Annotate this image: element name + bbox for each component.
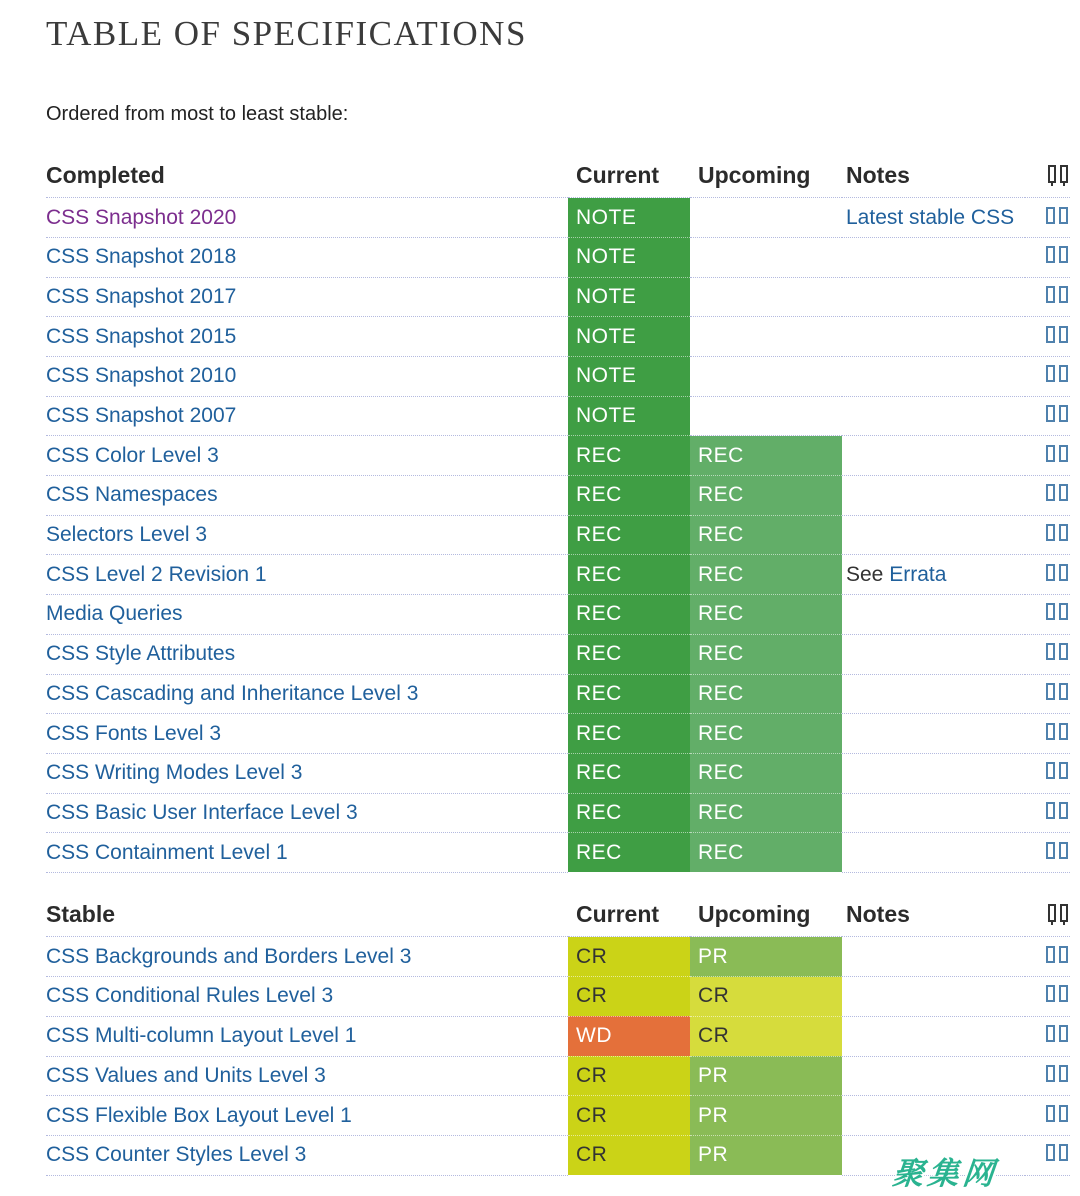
glyph-box-icon xyxy=(1060,165,1068,183)
glyph-cell xyxy=(1025,1056,1070,1096)
current-status-cell xyxy=(568,753,690,793)
current-status-cell xyxy=(568,237,690,277)
upcoming-status-cell xyxy=(690,436,842,476)
current-status-badge: WD xyxy=(576,1024,612,1048)
table-row xyxy=(46,753,1070,793)
table-header-row xyxy=(46,146,1070,198)
upcoming-status-cell xyxy=(690,198,842,238)
notes-cell xyxy=(842,674,1025,714)
notes-cell xyxy=(842,396,1025,436)
upcoming-status-badge: PR xyxy=(698,1143,729,1167)
missing-glyph-boxes-link-icon[interactable] xyxy=(1046,564,1068,581)
missing-glyph-boxes-link-icon[interactable] xyxy=(1046,1025,1068,1042)
glyph-cell xyxy=(1025,198,1070,238)
glyph-box-icon xyxy=(1059,246,1068,263)
upcoming-status-badge: CR xyxy=(698,1024,730,1048)
current-status-cell xyxy=(568,793,690,833)
upcoming-status-cell xyxy=(690,237,842,277)
spec-link[interactable]: CSS Cascading and Inheritance Level 3 xyxy=(46,681,419,705)
column-header-current: Current xyxy=(568,885,690,937)
missing-glyph-boxes-link-icon[interactable] xyxy=(1046,445,1068,462)
missing-glyph-boxes-icon xyxy=(1048,904,1068,922)
glyph-box-icon xyxy=(1059,484,1068,501)
spec-link[interactable]: CSS Basic User Interface Level 3 xyxy=(46,800,358,824)
notes-cell xyxy=(842,1016,1025,1056)
glyph-box-icon xyxy=(1059,365,1068,382)
current-status-badge: NOTE xyxy=(576,324,637,348)
table-row xyxy=(46,674,1070,714)
section-header-completed: Completed xyxy=(46,146,568,198)
spec-link[interactable]: CSS Counter Styles Level 3 xyxy=(46,1143,307,1167)
current-status-cell xyxy=(568,714,690,754)
glyph-box-icon xyxy=(1046,603,1055,620)
notes-cell xyxy=(842,1096,1025,1136)
glyph-cell xyxy=(1025,515,1070,555)
spec-name-cell xyxy=(46,357,568,397)
glyph-cell xyxy=(1025,476,1070,516)
table-row xyxy=(46,237,1070,277)
glyph-box-icon xyxy=(1046,1065,1055,1082)
spec-name-cell xyxy=(46,753,568,793)
upcoming-status-cell xyxy=(690,396,842,436)
glyph-cell xyxy=(1025,436,1070,476)
missing-glyph-boxes-link-icon[interactable] xyxy=(1046,365,1068,382)
current-status-badge: REC xyxy=(576,562,622,586)
glyph-box-icon xyxy=(1059,326,1068,343)
missing-glyph-boxes-link-icon[interactable] xyxy=(1046,405,1068,422)
spec-name-cell xyxy=(46,1096,568,1136)
notes-cell xyxy=(842,555,1025,595)
current-status-badge: CR xyxy=(576,1103,608,1127)
spec-name-cell xyxy=(46,476,568,516)
glyph-box-icon xyxy=(1046,1144,1055,1161)
table-row xyxy=(46,977,1070,1017)
missing-glyph-boxes-link-icon[interactable] xyxy=(1046,946,1068,963)
notes-cell xyxy=(842,634,1025,674)
current-status-badge: CR xyxy=(576,984,608,1008)
missing-glyph-boxes-link-icon[interactable] xyxy=(1046,683,1068,700)
table-row xyxy=(46,1096,1070,1136)
spec-name-cell xyxy=(46,977,568,1017)
upcoming-status-cell xyxy=(690,1096,842,1136)
current-status-badge: NOTE xyxy=(576,404,637,428)
table-row xyxy=(46,1016,1070,1056)
missing-glyph-boxes-link-icon[interactable] xyxy=(1046,207,1068,224)
table-row xyxy=(46,937,1070,977)
notes-cell xyxy=(842,317,1025,357)
glyph-cell xyxy=(1025,977,1070,1017)
upcoming-status-badge: REC xyxy=(698,721,744,745)
current-status-cell xyxy=(568,1056,690,1096)
spec-link[interactable]: CSS Snapshot 2015 xyxy=(46,324,237,348)
notes-cell xyxy=(842,714,1025,754)
current-status-badge: CR xyxy=(576,1143,608,1167)
notes-cell xyxy=(842,277,1025,317)
current-status-cell xyxy=(568,515,690,555)
spec-link[interactable]: CSS Backgrounds and Borders Level 3 xyxy=(46,944,412,968)
upcoming-status-badge: REC xyxy=(698,523,744,547)
spec-link[interactable]: CSS Flexible Box Layout Level 1 xyxy=(46,1103,352,1127)
spec-link[interactable]: CSS Level 2 Revision 1 xyxy=(46,562,267,586)
current-status-badge: CR xyxy=(576,1063,608,1087)
upcoming-status-cell xyxy=(690,674,842,714)
spec-name-cell xyxy=(46,198,568,238)
upcoming-status-badge: PR xyxy=(698,944,729,968)
glyph-cell xyxy=(1025,1135,1070,1175)
spec-link[interactable]: CSS Snapshot 2010 xyxy=(46,364,237,388)
table-row xyxy=(46,595,1070,635)
missing-glyph-boxes-link-icon[interactable] xyxy=(1046,246,1068,263)
current-status-cell xyxy=(568,555,690,595)
current-status-cell xyxy=(568,1135,690,1175)
table-row xyxy=(46,476,1070,516)
spec-name-cell xyxy=(46,793,568,833)
glyph-box-icon xyxy=(1059,207,1068,224)
notes-cell xyxy=(842,436,1025,476)
glyph-box-icon xyxy=(1046,564,1055,581)
current-status-cell xyxy=(568,634,690,674)
missing-glyph-boxes-link-icon[interactable] xyxy=(1046,1065,1068,1082)
glyph-cell xyxy=(1025,396,1070,436)
column-header-glyph xyxy=(1025,885,1070,937)
glyph-cell xyxy=(1025,555,1070,595)
glyph-box-icon xyxy=(1059,1065,1068,1082)
glyph-box-icon xyxy=(1046,286,1055,303)
missing-glyph-boxes-link-icon[interactable] xyxy=(1046,802,1068,819)
table-row xyxy=(46,833,1070,873)
glyph-box-icon xyxy=(1046,1105,1055,1122)
current-status-badge: REC xyxy=(576,642,622,666)
table-row xyxy=(46,357,1070,397)
upcoming-status-badge: REC xyxy=(698,642,744,666)
current-status-badge: REC xyxy=(576,800,622,824)
upcoming-status-badge: REC xyxy=(698,443,744,467)
glyph-box-icon xyxy=(1059,985,1068,1002)
spec-name-cell xyxy=(46,1135,568,1175)
glyph-box-icon xyxy=(1046,524,1055,541)
table-row xyxy=(46,634,1070,674)
current-status-cell xyxy=(568,277,690,317)
glyph-box-icon xyxy=(1046,946,1055,963)
current-status-cell xyxy=(568,198,690,238)
current-status-cell xyxy=(568,977,690,1017)
missing-glyph-boxes-link-icon[interactable] xyxy=(1046,286,1068,303)
table-row xyxy=(46,396,1070,436)
notes-cell xyxy=(842,515,1025,555)
current-status-cell xyxy=(568,674,690,714)
glyph-box-icon xyxy=(1059,1144,1068,1161)
column-header-upcoming: Upcoming xyxy=(690,146,842,198)
glyph-cell xyxy=(1025,357,1070,397)
glyph-box-icon xyxy=(1059,445,1068,462)
table-row xyxy=(46,793,1070,833)
missing-glyph-boxes-link-icon[interactable] xyxy=(1046,723,1068,740)
spec-link[interactable]: CSS Writing Modes Level 3 xyxy=(46,761,303,785)
glyph-box-icon xyxy=(1059,524,1068,541)
spec-name-cell xyxy=(46,1056,568,1096)
spec-name-cell xyxy=(46,595,568,635)
current-status-badge: REC xyxy=(576,523,622,547)
current-status-badge: REC xyxy=(576,602,622,626)
spec-link[interactable]: CSS Namespaces xyxy=(46,483,218,507)
current-status-cell xyxy=(568,357,690,397)
glyph-cell xyxy=(1025,317,1070,357)
glyph-box-icon xyxy=(1046,842,1055,859)
upcoming-status-cell xyxy=(690,793,842,833)
current-status-cell xyxy=(568,1096,690,1136)
glyph-box-icon xyxy=(1059,643,1068,660)
glyph-box-icon xyxy=(1046,643,1055,660)
missing-glyph-boxes-icon xyxy=(1048,165,1068,183)
spec-link[interactable]: CSS Style Attributes xyxy=(46,642,236,666)
glyph-box-icon xyxy=(1059,842,1068,859)
glyph-box-icon xyxy=(1059,683,1068,700)
missing-glyph-boxes-link-icon[interactable] xyxy=(1046,842,1068,859)
glyph-cell xyxy=(1025,833,1070,873)
glyph-cell xyxy=(1025,1096,1070,1136)
upcoming-status-cell xyxy=(690,1016,842,1056)
current-status-badge: CR xyxy=(576,944,608,968)
spec-link[interactable]: Media Queries xyxy=(46,602,183,626)
upcoming-status-badge: CR xyxy=(698,984,730,1008)
table-row xyxy=(46,198,1070,238)
spec-name-cell xyxy=(46,714,568,754)
missing-glyph-boxes-link-icon[interactable] xyxy=(1046,985,1068,1002)
table-row xyxy=(46,555,1070,595)
upcoming-status-cell xyxy=(690,1056,842,1096)
table-row xyxy=(46,277,1070,317)
upcoming-status-cell xyxy=(690,476,842,516)
glyph-cell xyxy=(1025,714,1070,754)
glyph-box-icon xyxy=(1059,946,1068,963)
column-header-glyph xyxy=(1025,146,1070,198)
table-row xyxy=(46,317,1070,357)
table-row xyxy=(46,515,1070,555)
upcoming-status-badge: PR xyxy=(698,1103,729,1127)
upcoming-status-cell xyxy=(690,634,842,674)
notes-text: See xyxy=(846,562,890,586)
notes-cell xyxy=(842,833,1025,873)
upcoming-status-cell xyxy=(690,277,842,317)
glyph-box-icon xyxy=(1059,286,1068,303)
notes-cell xyxy=(842,357,1025,397)
glyph-cell xyxy=(1025,753,1070,793)
spec-name-cell xyxy=(46,396,568,436)
upcoming-status-cell xyxy=(690,1135,842,1175)
current-status-badge: REC xyxy=(576,443,622,467)
spec-name-cell xyxy=(46,237,568,277)
current-status-cell xyxy=(568,476,690,516)
spec-link[interactable]: CSS Color Level 3 xyxy=(46,443,219,467)
glyph-box-icon xyxy=(1046,365,1055,382)
glyph-box-icon xyxy=(1046,405,1055,422)
upcoming-status-cell xyxy=(690,357,842,397)
table-row xyxy=(46,714,1070,754)
notes-cell xyxy=(842,595,1025,635)
upcoming-status-cell xyxy=(690,515,842,555)
notes-cell xyxy=(842,1056,1025,1096)
notes-cell xyxy=(842,937,1025,977)
spec-name-cell xyxy=(46,436,568,476)
spec-link[interactable]: CSS Conditional Rules Level 3 xyxy=(46,984,334,1008)
upcoming-status-badge: REC xyxy=(698,840,744,864)
spec-table-stable xyxy=(46,885,1070,1176)
glyph-box-icon xyxy=(1059,802,1068,819)
glyph-box-icon xyxy=(1046,683,1055,700)
glyph-box-icon xyxy=(1046,445,1055,462)
column-header-current: Current xyxy=(568,146,690,198)
glyph-box-icon xyxy=(1059,1025,1068,1042)
upcoming-status-badge: REC xyxy=(698,562,744,586)
current-status-cell xyxy=(568,1016,690,1056)
current-status-cell xyxy=(568,937,690,977)
upcoming-status-badge: PR xyxy=(698,1063,729,1087)
spec-name-cell xyxy=(46,515,568,555)
glyph-box-icon xyxy=(1059,762,1068,779)
spec-name-cell xyxy=(46,555,568,595)
glyph-box-icon xyxy=(1046,762,1055,779)
glyph-box-icon xyxy=(1046,246,1055,263)
glyph-box-icon xyxy=(1048,904,1056,922)
glyph-box-icon xyxy=(1048,165,1056,183)
current-status-cell xyxy=(568,396,690,436)
notes-cell xyxy=(842,237,1025,277)
intro-text: Ordered from most to least stable: xyxy=(46,102,349,125)
upcoming-status-cell xyxy=(690,753,842,793)
spec-link[interactable]: CSS Snapshot 2017 xyxy=(46,284,237,308)
spec-name-cell xyxy=(46,833,568,873)
current-status-cell xyxy=(568,317,690,357)
glyph-cell xyxy=(1025,634,1070,674)
notes-link[interactable]: Latest stable CSS xyxy=(846,205,1015,229)
column-header-notes: Notes xyxy=(842,885,1025,937)
missing-glyph-boxes-link-icon[interactable] xyxy=(1046,1105,1068,1122)
missing-glyph-boxes-link-icon[interactable] xyxy=(1046,484,1068,501)
current-status-badge: REC xyxy=(576,840,622,864)
spec-link[interactable]: CSS Containment Level 1 xyxy=(46,840,288,864)
glyph-cell xyxy=(1025,1016,1070,1056)
upcoming-status-badge: REC xyxy=(698,602,744,626)
missing-glyph-boxes-link-icon[interactable] xyxy=(1046,524,1068,541)
missing-glyph-boxes-link-icon[interactable] xyxy=(1046,1144,1068,1161)
section-header-stable: Stable xyxy=(46,885,568,937)
glyph-box-icon xyxy=(1060,904,1068,922)
current-status-badge: REC xyxy=(576,681,622,705)
table-row xyxy=(46,1056,1070,1096)
upcoming-status-badge: REC xyxy=(698,800,744,824)
upcoming-status-cell xyxy=(690,714,842,754)
glyph-box-icon xyxy=(1059,405,1068,422)
table-body-stable xyxy=(46,937,1070,1175)
current-status-badge: NOTE xyxy=(576,245,637,269)
missing-glyph-boxes-link-icon[interactable] xyxy=(1046,643,1068,660)
table-header-row xyxy=(46,885,1070,937)
current-status-cell xyxy=(568,595,690,635)
spec-link[interactable]: Selectors Level 3 xyxy=(46,523,208,547)
upcoming-status-cell xyxy=(690,833,842,873)
glyph-box-icon xyxy=(1046,484,1055,501)
spec-table-completed xyxy=(46,146,1070,873)
spec-name-cell xyxy=(46,277,568,317)
current-status-badge: NOTE xyxy=(576,284,637,308)
upcoming-status-badge: REC xyxy=(698,483,744,507)
glyph-box-icon xyxy=(1046,207,1055,224)
current-status-cell xyxy=(568,436,690,476)
glyph-cell xyxy=(1025,237,1070,277)
spec-name-cell xyxy=(46,937,568,977)
spec-link[interactable]: CSS Values and Units Level 3 xyxy=(46,1063,326,1087)
upcoming-status-badge: REC xyxy=(698,761,744,785)
glyph-box-icon xyxy=(1046,326,1055,343)
current-status-badge: NOTE xyxy=(576,364,637,388)
upcoming-status-cell xyxy=(690,977,842,1017)
column-header-notes: Notes xyxy=(842,146,1025,198)
glyph-cell xyxy=(1025,937,1070,977)
glyph-cell xyxy=(1025,595,1070,635)
spec-name-cell xyxy=(46,317,568,357)
current-status-badge: REC xyxy=(576,761,622,785)
glyph-box-icon xyxy=(1046,802,1055,819)
notes-cell xyxy=(842,476,1025,516)
spec-link[interactable]: CSS Snapshot 2020 xyxy=(46,205,237,229)
current-status-cell xyxy=(568,833,690,873)
notes-cell xyxy=(842,793,1025,833)
spec-name-cell xyxy=(46,1016,568,1056)
glyph-box-icon xyxy=(1046,1025,1055,1042)
upcoming-status-cell xyxy=(690,595,842,635)
spec-link[interactable]: CSS Snapshot 2018 xyxy=(46,245,237,269)
table-row xyxy=(46,436,1070,476)
spec-name-cell xyxy=(46,634,568,674)
glyph-box-icon xyxy=(1059,1105,1068,1122)
spec-link[interactable]: CSS Snapshot 2007 xyxy=(46,404,237,428)
upcoming-status-cell xyxy=(690,937,842,977)
spec-link[interactable]: CSS Multi-column Layout Level 1 xyxy=(46,1024,357,1048)
glyph-cell xyxy=(1025,277,1070,317)
missing-glyph-boxes-link-icon[interactable] xyxy=(1046,762,1068,779)
notes-link[interactable]: Errata xyxy=(889,562,947,586)
glyph-box-icon xyxy=(1059,603,1068,620)
missing-glyph-boxes-link-icon[interactable] xyxy=(1046,326,1068,343)
table-body-completed xyxy=(46,198,1070,873)
column-header-upcoming: Upcoming xyxy=(690,885,842,937)
watermark: 聚集网 xyxy=(890,1156,1000,1191)
glyph-box-icon xyxy=(1059,723,1068,740)
upcoming-status-cell xyxy=(690,317,842,357)
glyph-cell xyxy=(1025,674,1070,714)
glyph-box-icon xyxy=(1046,723,1055,740)
current-status-badge: NOTE xyxy=(576,205,637,229)
upcoming-status-cell xyxy=(690,555,842,595)
spec-name-cell xyxy=(46,674,568,714)
upcoming-status-badge: REC xyxy=(698,681,744,705)
glyph-box-icon xyxy=(1059,564,1068,581)
notes-cell xyxy=(842,753,1025,793)
page-title: TABLE OF SPECIFICATIONS xyxy=(46,14,527,53)
current-status-badge: REC xyxy=(576,483,622,507)
notes-cell xyxy=(842,977,1025,1017)
missing-glyph-boxes-link-icon[interactable] xyxy=(1046,603,1068,620)
glyph-cell xyxy=(1025,793,1070,833)
current-status-badge: REC xyxy=(576,721,622,745)
spec-link[interactable]: CSS Fonts Level 3 xyxy=(46,721,222,745)
glyph-box-icon xyxy=(1046,985,1055,1002)
notes-cell xyxy=(842,198,1025,238)
